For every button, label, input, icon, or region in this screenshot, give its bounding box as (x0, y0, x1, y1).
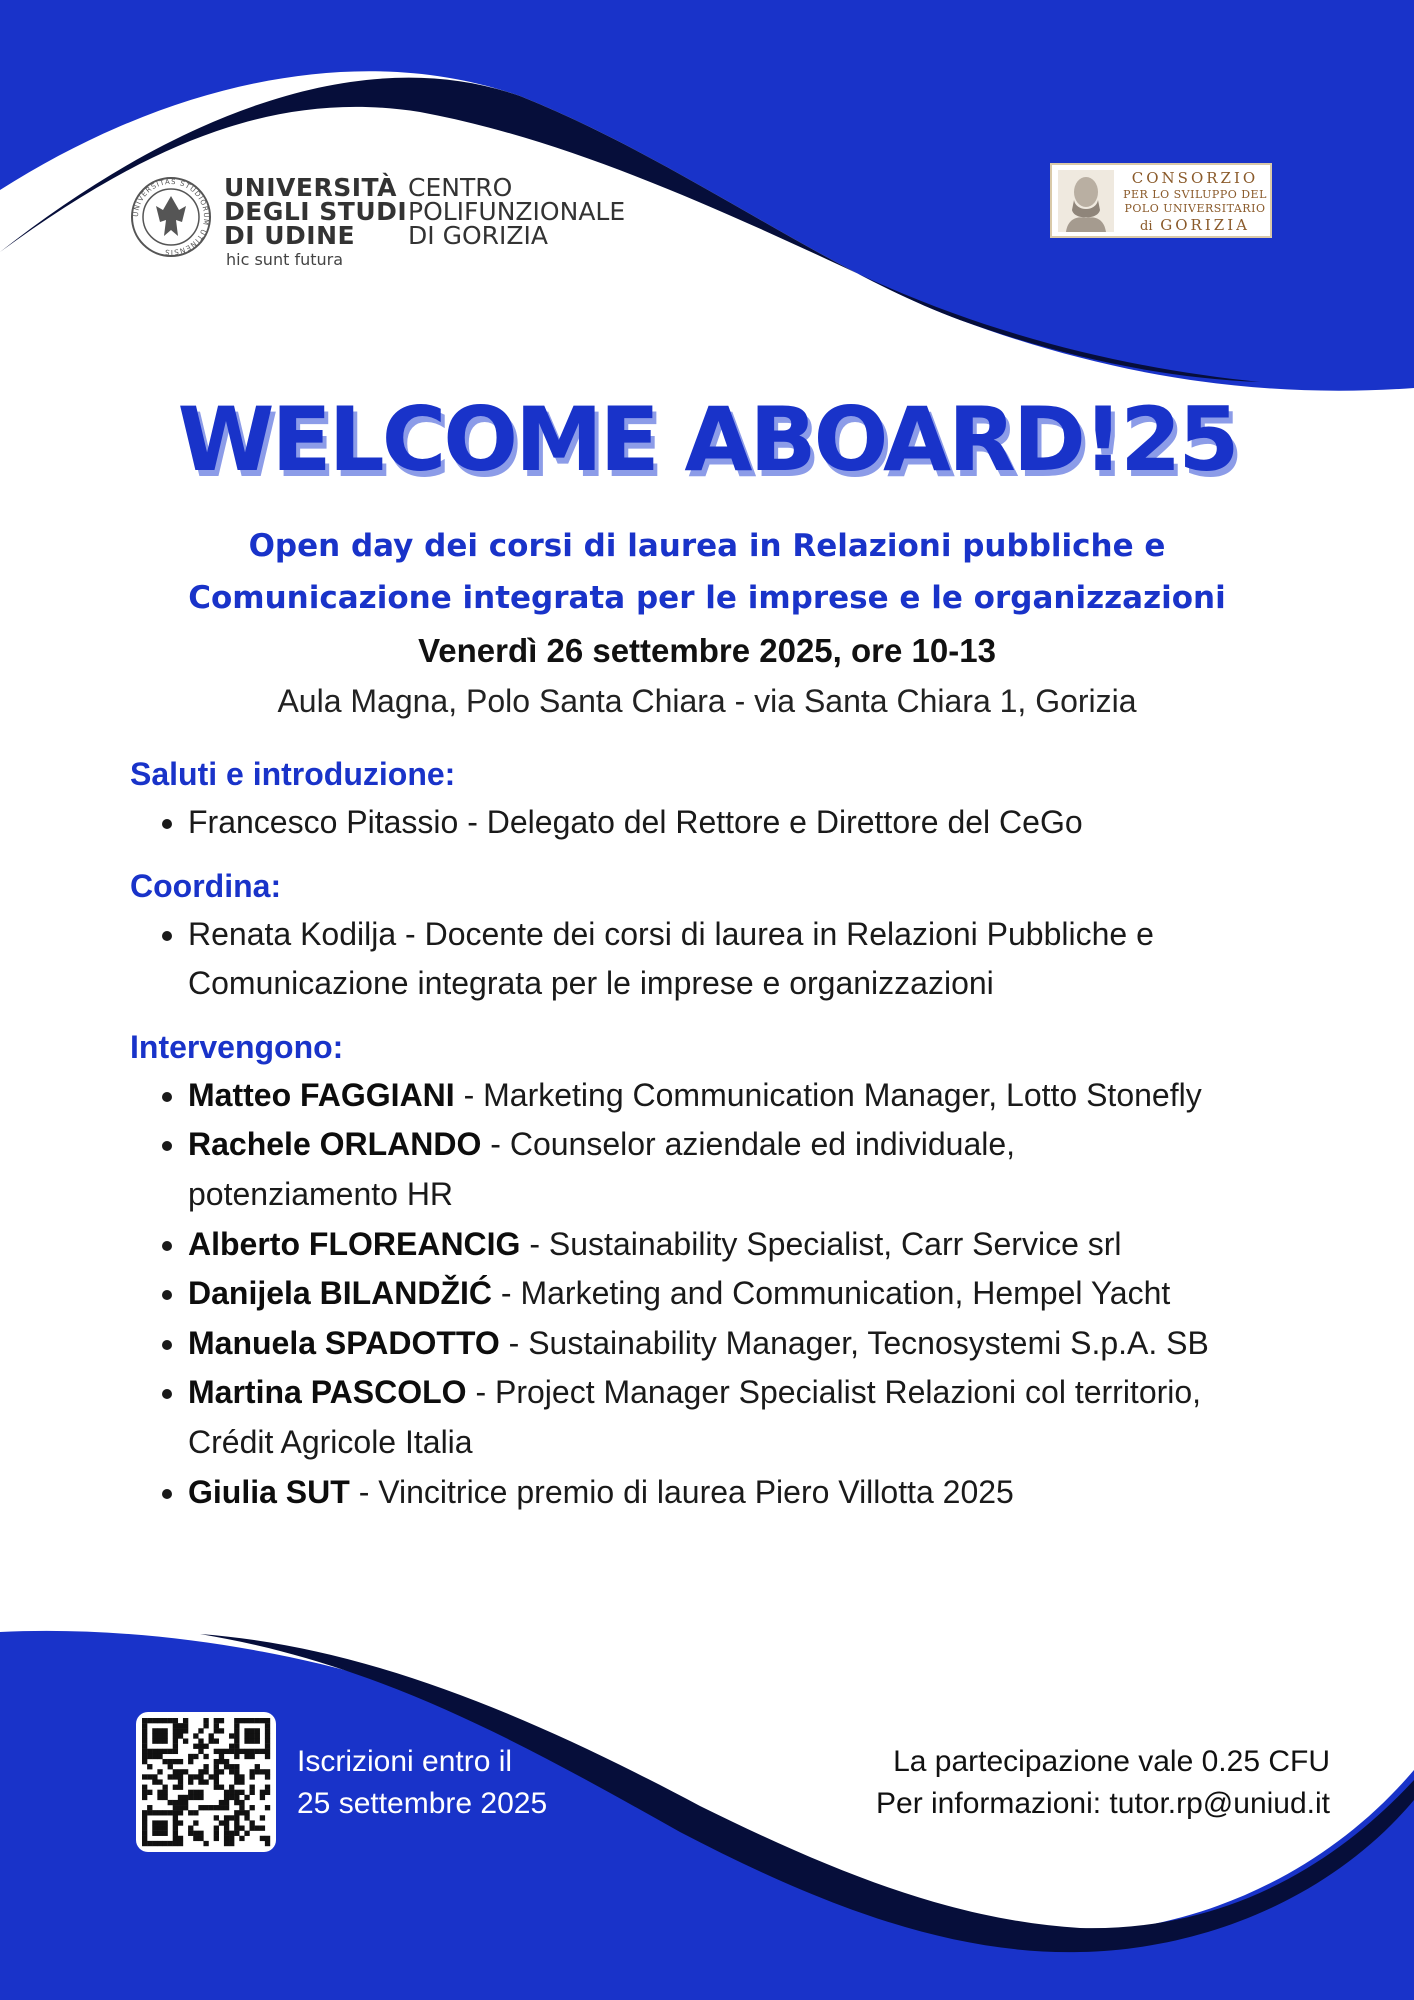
greetings-heading: Saluti e introduzione: (130, 756, 456, 792)
qr-code-icon (136, 1712, 276, 1852)
speaker-name: Giulia SUT (188, 1473, 350, 1510)
speaker-role: - Sustainability Specialist, Carr Service srl (520, 1225, 1122, 1262)
seal-text: UNIVERSITAS STUDIORUM UTINENSIS (131, 177, 211, 257)
center-name: CENTRO POLIFUNZIONALE DI GORIZIA (408, 173, 626, 250)
greetings-list (130, 798, 1330, 848)
contact-text: Per informazioni: tutor.rp@uniud.it (876, 1787, 1330, 1820)
bust-icon (1058, 170, 1114, 232)
event-subtitle: Open day dei corsi di laurea in Relazioni pubbliche e Comunicazione integrata per le imprese e le organizzazioni (188, 528, 1226, 616)
list-item: • Francesco Pitassio - Delegato del Rettore e Direttore del CeGo (188, 798, 1330, 848)
university-logo (130, 172, 650, 272)
speaker-role: - Vincitrice premio di laurea Piero Villotta 2025 (349, 1473, 1014, 1510)
speaker-name: Manuela SPADOTTO (188, 1324, 500, 1361)
speaker-name: Danijela BILANDŽIĆ (188, 1275, 493, 1312)
speakers-list (130, 1071, 1228, 1517)
list-item (188, 1071, 1228, 1121)
speaker-name: Alberto FLOREANCIG (188, 1225, 521, 1262)
event-place: Aula Magna, Polo Santa Chiara - via Santa Chiara 1, Gorizia (277, 683, 1137, 719)
speaker-name: Matteo FAGGIANI (188, 1076, 455, 1113)
coordinator-list (130, 910, 1330, 1009)
registration-deadline: Iscrizioni entro il 25 settembre 2025 (297, 1745, 548, 1820)
list-item (188, 1220, 1228, 1270)
event-date: Venerdì 26 settembre 2025, ore 10-13 (418, 632, 996, 669)
list-item (188, 1368, 1228, 1467)
speaker-role: - Marketing Communication Manager, Lotto Stonefly (454, 1076, 1202, 1113)
speakers-heading: Intervengono: (130, 1028, 344, 1065)
university-motto: hic sunt futura (226, 250, 344, 269)
university-name: UNIVERSITÀ DEGLI STUDI DI UDINE (224, 173, 408, 250)
speaker-role: - Counselor aziendale ed individuale, potenziamento HR (188, 1126, 1016, 1212)
consortium-logo (1050, 163, 1272, 238)
speaker-role: - Sustainability Manager, Tecnosystemi S.p.A. SB (499, 1324, 1209, 1361)
speaker-role: - Marketing and Communication, Hempel Yacht (492, 1275, 1171, 1312)
list-item (188, 1319, 1228, 1369)
speaker-role: - Project Manager Specialist Relazioni col territorio, Crédit Agricole Italia (188, 1374, 1202, 1460)
list-item (188, 1269, 1228, 1319)
program (130, 750, 1330, 1531)
list-item (188, 1120, 1228, 1219)
coordinator-heading: Coordina: (130, 867, 282, 904)
list-item: • Renata Kodilja - Docente dei corsi di laurea in Relazioni Pubbliche e Comunicazione integrata per le imprese e organizzazioni (188, 910, 1290, 1009)
consortium-name: CONSORZIO PER LO SVILUPPO DEL POLO UNIVERSITARIO di GORIZIA (1123, 169, 1267, 234)
info-block (700, 1741, 1330, 1825)
speaker-name: Rachele ORLANDO (188, 1126, 482, 1163)
credits-text: La partecipazione vale 0.25 CFU (893, 1745, 1330, 1778)
list-item (188, 1468, 1228, 1518)
registration-qr-code[interactable] (136, 1712, 276, 1852)
event-title: WELCOME ABOARD!25 (177, 388, 1237, 491)
speaker-name: Martina PASCOLO (188, 1374, 467, 1411)
university-seal-icon (130, 176, 212, 258)
